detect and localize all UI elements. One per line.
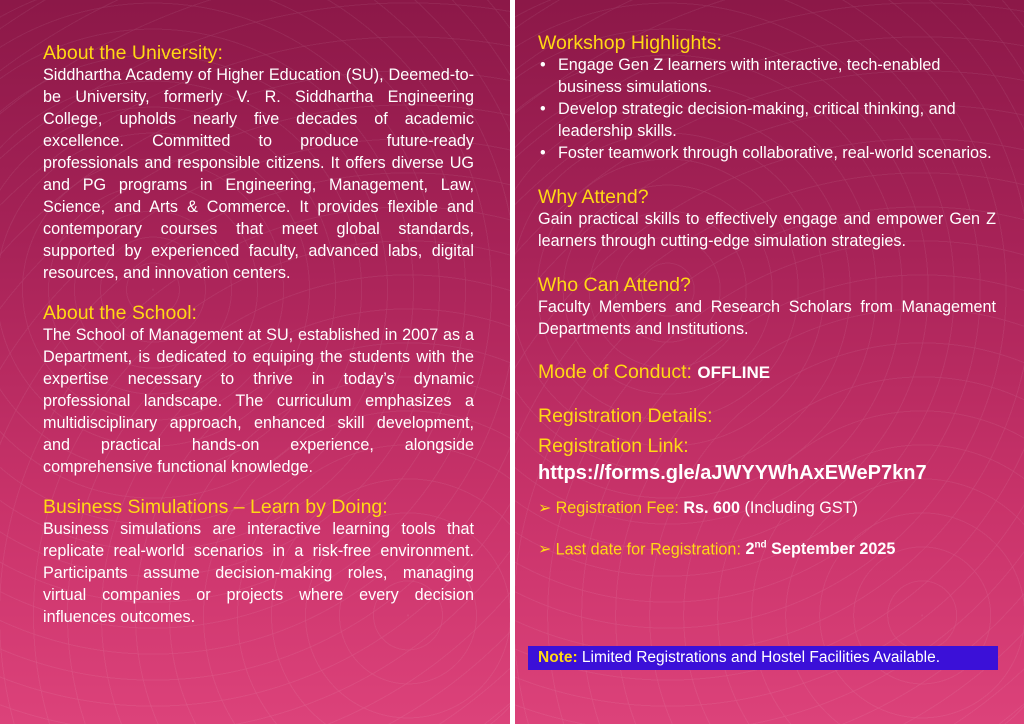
workshop-highlights-heading: Workshop Highlights: — [538, 32, 722, 54]
about-university-heading: About the University: — [43, 42, 223, 64]
highlight-text: Foster teamwork through collaborative, real-world scenarios. — [558, 144, 992, 162]
mode-of-conduct — [538, 360, 996, 385]
registration-deadline — [538, 535, 996, 560]
list-item — [538, 142, 996, 164]
list-item — [538, 98, 996, 142]
about-university-text: Siddhartha Academy of Higher Education (SU), Deemed-to-be University, formerly V. R. Siddhartha Engineering College, upholds nearly five decades of academic excellence. Committed to produce future-ready professionals and responsible citizens. It offers diverse UG and PG programs in Engineering, Management, Law, Science, and Arts & Commerce. It provides flexible and contemporary courses that meet global standards, supported by experienced faculty, advanced labs, digital resources, and innovation centers. — [43, 66, 474, 282]
registration-section — [538, 405, 996, 560]
who-can-attend-heading: Who Can Attend? — [538, 274, 691, 296]
registration-details-heading: Registration Details: — [538, 405, 713, 427]
about-university-section — [43, 42, 474, 284]
date-suffix: nd — [754, 540, 767, 551]
registration-link[interactable]: https://forms.gle/aJWYYWhAxEWeP7kn7 — [538, 462, 927, 484]
note-text: Limited Registrations and Hostel Facilities Available. — [581, 649, 941, 666]
bullet-icon: • — [540, 56, 546, 74]
workshop-highlights-section — [538, 32, 996, 164]
right-panel — [515, 0, 1024, 724]
registration-link-label: Registration Link: — [538, 435, 689, 457]
left-panel — [0, 0, 510, 724]
business-simulations-section — [43, 496, 474, 628]
arrow-bullet-icon: ➢ — [538, 499, 552, 517]
list-item — [538, 54, 996, 98]
mode-value: OFFLINE — [697, 363, 771, 382]
about-school-heading: About the School: — [43, 302, 197, 324]
who-can-attend-section — [538, 274, 996, 340]
date-value — [745, 540, 895, 558]
bullet-icon: • — [540, 144, 546, 162]
about-school-section — [43, 302, 474, 478]
date-day: 2 — [745, 540, 755, 559]
who-can-attend-text: Faculty Members and Research Scholars from Management Departments and Institutions. — [538, 298, 996, 338]
note-label: Note: — [538, 649, 578, 666]
fee-extra: (Including GST) — [744, 499, 858, 517]
highlight-text: Develop strategic decision-making, critical thinking, and leadership skills. — [558, 100, 956, 140]
date-rest: September 2025 — [771, 540, 896, 559]
note-banner — [528, 646, 998, 670]
about-school-text: The School of Management at SU, established in 2007 as a Department, is dedicated to equiping the students with the expertise necessary to thrive in today’s dynamic professional landscape. The curriculum emphasizes a multidisciplinary approach, enhanced skill development, and practical hands-on experience, alongside comprehensive functional knowledge. — [43, 326, 474, 476]
business-simulations-text: Business simulations are interactive learning tools that replicate real-world scenarios in a risk-free environment. Participants assume decision-making roles, managing virtual companies or projects where every decision influences outcomes. — [43, 520, 474, 626]
why-attend-section — [538, 186, 996, 252]
highlights-list — [538, 54, 996, 164]
mode-label: Mode of Conduct: — [538, 361, 692, 383]
date-label: Last date for Registration: — [555, 540, 741, 559]
why-attend-text: Gain practical skills to effectively engage and empower Gen Z learners through cutting-edge simulation strategies. — [538, 210, 996, 250]
bullet-icon: • — [540, 100, 546, 118]
fee-label: Registration Fee: — [555, 499, 679, 517]
arrow-bullet-icon: ➢ — [538, 540, 552, 559]
why-attend-heading: Why Attend? — [538, 186, 649, 208]
mode-line — [538, 360, 996, 385]
registration-fee — [538, 497, 996, 519]
fee-value: Rs. 600 — [683, 499, 741, 517]
highlight-text: Engage Gen Z learners with interactive, tech-enabled business simulations. — [558, 56, 941, 96]
business-simulations-heading: Business Simulations – Learn by Doing: — [43, 496, 388, 518]
